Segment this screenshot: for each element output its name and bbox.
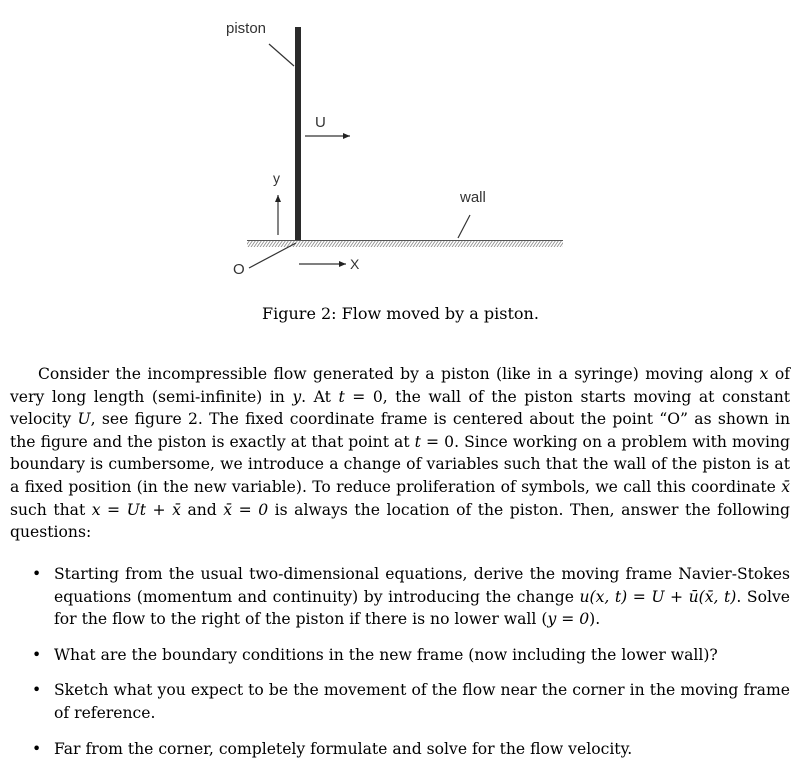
wall-label: wall — [460, 189, 486, 206]
var-xbar: x̄ — [781, 477, 790, 496]
para-text-6: = 0. Since working on a problem with moving boundary is cumbersome, we introduce a change of variables such that the wall of the piston is at a fixed position (in the new variable). To reduce proliferation of symbols, we call this coordinate — [10, 432, 790, 496]
bullet-icon: • — [32, 739, 42, 758]
wall-leader-line — [458, 215, 470, 238]
bullet-icon: • — [32, 645, 42, 664]
para-text-7: such that — [10, 500, 92, 519]
origin-label: O — [233, 261, 245, 278]
piston-figure — [0, 0, 801, 300]
piston-label: piston — [226, 20, 267, 37]
para-text-3: . At — [301, 387, 339, 406]
list-item — [26, 644, 790, 667]
velocity-label: U — [315, 114, 326, 131]
bullet-icon: • — [32, 565, 42, 583]
q1-text-3: ). — [589, 610, 601, 629]
var-x: x — [759, 365, 769, 383]
list-item — [26, 563, 790, 631]
q1-equation: u(x, t) = U + ū(x̄, t) — [579, 587, 737, 606]
piston-rod — [295, 27, 301, 240]
q2-text: What are the boundary conditions in the new frame (now including the lower wall)? — [54, 645, 718, 664]
piston-leader-line — [269, 44, 294, 66]
x-axis-label: X — [350, 256, 360, 272]
q1-text-1: Starting from the usual two-dimensional equations, derive the moving frame Navier-Stokes equations (momentum and continuity) by introducing the change — [54, 565, 790, 606]
q1-equation-2: y = 0 — [547, 610, 590, 629]
figure-caption: Figure 2: Flow moved by a piston. — [262, 304, 539, 323]
var-t: t — [338, 387, 345, 406]
para-text-1: Consider the incompressible flow generated by a piston (like in a syringe) moving along — [38, 365, 760, 383]
q4-text: Far from the corner, completely formulate and solve for the flow velocity. — [54, 739, 633, 758]
var-U: U — [77, 410, 91, 429]
question-list — [26, 563, 790, 773]
equation-piston-location: x̄ = 0 — [223, 500, 269, 519]
para-text-4: = 0, the wall of the piston starts moving at constant velocity — [10, 387, 791, 429]
list-item — [26, 679, 790, 724]
bullet-icon: • — [32, 681, 42, 700]
para-text-8: and — [180, 500, 224, 519]
var-y: y — [292, 387, 302, 406]
problem-paragraph — [10, 363, 790, 544]
q1-text-2: . Solve for the flow to the right of the piston if there is no lower wall ( — [54, 587, 790, 629]
equation-change-of-variable: x = Ut + x̄ — [91, 500, 181, 519]
list-item — [26, 738, 790, 761]
piston-diagram — [0, 0, 801, 300]
para-text-2: of very long length (semi-infinite) in — [10, 365, 790, 406]
y-axis-label: y — [273, 170, 280, 186]
para-text-9: is always the location of the piston. Then, answer the following questions: — [10, 500, 790, 542]
para-text-5: , see figure 2. The fixed coordinate frame is centered about the point “O” as shown in the figure and the piston is exactly at that point at — [10, 410, 790, 451]
q3-text: Sketch what you expect to be the movement of the flow near the corner in the moving frame of reference. — [54, 681, 790, 722]
var-t-2: t — [414, 432, 421, 451]
